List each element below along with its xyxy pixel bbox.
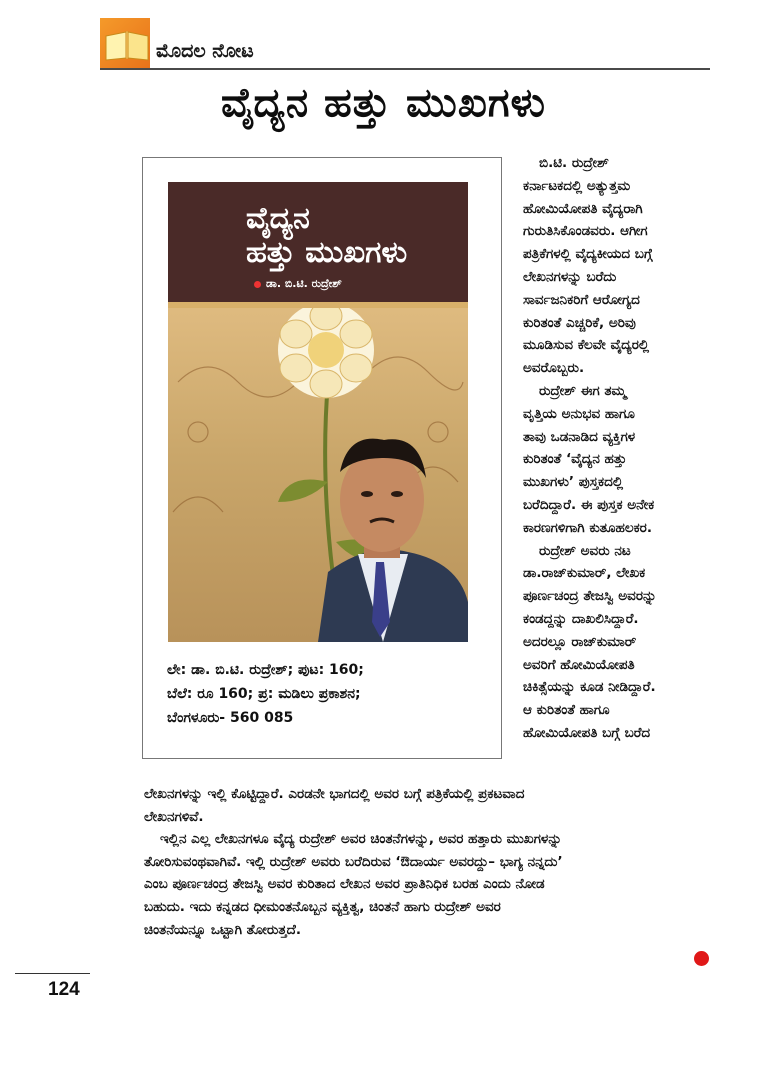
paragraph-line: ಕರ್ನಾಟಕದಲ್ಲಿ ಅತ್ಯುತ್ತಮ bbox=[523, 177, 631, 194]
paragraph-line: ಆ ಕುರಿತಂತೆ ಹಾಗೂ bbox=[523, 702, 610, 719]
paragraph-line: ಸಾರ್ವಜನಿಕರಿಗೆ ಆರೋಗ್ಯದ bbox=[523, 291, 640, 308]
cover-title-line2: ಹತ್ತು ಮುಖಗಳು bbox=[246, 235, 408, 270]
caption-line: ಲೇ: ಡಾ. ಬಿ.ಟಿ. ರುದ್ರೇಶ್; ಪುಟ: 160; bbox=[167, 662, 364, 678]
paragraph-line: ಮುಖಗಳು’ ಪುಸ್ತಕದಲ್ಲಿ bbox=[523, 474, 624, 491]
paragraph-line: ಅವರಿಗೆ ಹೋಮಿಯೋಪತಿ bbox=[523, 656, 635, 673]
end-marker-dot bbox=[694, 951, 709, 966]
footer-rule bbox=[15, 973, 90, 974]
paragraph-line: ಬಹುದು. ಇದು ಕನ್ನಡದ ಧೀಮಂತನೊಬ್ಬನ ವ್ಯಕ್ತಿತ್ವ, ಚಿಂತನೆ ಹಾಗು ರುದ್ರೇಶ್ ಅವರ bbox=[144, 898, 501, 915]
paragraph-line: ಬರೆದಿದ್ದಾರೆ. ಈ ಪುಸ್ತಕ ಅನೇಕ bbox=[523, 496, 655, 513]
page-number: 124 bbox=[48, 979, 80, 1000]
paragraph-line: ಹೋಮಿಯೋಪತಿ ಬಗ್ಗೆ ಬರೆದ bbox=[523, 724, 651, 741]
paragraph-line: ಲೇಖನಗಳನ್ನು ಬರೆದು bbox=[523, 268, 617, 285]
paragraph-line: ಕಂಡದ್ದನ್ನು ದಾಖಲಿಸಿದ್ದಾರೆ. bbox=[523, 610, 639, 627]
cover-author-bullet bbox=[254, 281, 261, 288]
cover-author: ಡಾ. ಬಿ.ಟಿ. ರುದ್ರೇಶ್ bbox=[266, 277, 342, 290]
paragraph-line: ತೋರಿಸುವಂಥವಾಗಿವೆ. ಇಲ್ಲಿ ರುದ್ರೇಶ್ ಅವರು ಬರೆದಿರುವ ‘ಔದಾರ್ಯ ಅವರದ್ದು– ಭಾಗ್ಯ ನನ್ನದು’ bbox=[144, 853, 563, 870]
paragraph-line: ಇಲ್ಲಿನ ಎಲ್ಲ ಲೇಖನಗಳೂ ವೈದ್ಯ ರುದ್ರೇಶ್ ಅವರ ಚಿಂತನೆಗಳನ್ನು, ಅವರ ಹತ್ತಾರು ಮುಖಗಳನ್ನು bbox=[160, 831, 562, 848]
paragraph-line: ಲೇಖನಗಳಿವೆ. bbox=[144, 808, 204, 825]
body-text bbox=[144, 783, 714, 941]
paragraph-line: ಡಾ.ರಾಜ್‌ಕುಮಾರ್, ಲೇಖಕ bbox=[523, 565, 646, 582]
cover-title-line1: ವೈದ್ಯನ bbox=[246, 201, 310, 236]
section-label: ಮೊದಲ ನೋಟ bbox=[156, 40, 254, 62]
paragraph-line: ಮೂಡಿಸುವ ಕೆಲವೇ ವೈದ್ಯರಲ್ಲಿ bbox=[523, 337, 650, 354]
caption-line: ಬೆಂಗಳೂರು- 560 085 bbox=[167, 710, 294, 726]
paragraph-line: ಲೇಖನಗಳನ್ನು ಇಲ್ಲಿ ಕೊಟ್ಟಿದ್ದಾರೆ. ಎರಡನೇ ಭಾಗದಲ್ಲಿ ಅವರ ಬಗ್ಗೆ ಪತ್ರಿಕೆಯಲ್ಲಿ ಪ್ರಕಟವಾದ bbox=[144, 786, 525, 802]
paragraph-line: ತಾವು ಒಡನಾಡಿದ ವ್ಯಕ್ತಿಗಳ bbox=[523, 428, 636, 445]
right-column-text bbox=[523, 152, 713, 745]
paragraph-line: ಪೂರ್ಣಚಂದ್ರ ತೇಜಸ್ವಿ ಅವರನ್ನು bbox=[523, 588, 657, 605]
caption-line: ಬೆಲೆ: ರೂ 160; ಪ್ರ: ಮಡಿಲು ಪ್ರಕಾಶನ; bbox=[167, 686, 361, 702]
paragraph-line: ಚಿಕಿತ್ಸೆಯನ್ನು ಕೂಡ ನೀಡಿದ್ದಾರೆ. bbox=[523, 679, 656, 696]
cover-stripe bbox=[168, 302, 468, 308]
article-title: ವೈದ್ಯನ ಹತ್ತು ಮುಖಗಳು bbox=[221, 80, 546, 126]
book-caption bbox=[167, 658, 487, 730]
paragraph-line: ಅವರೊಬ್ಬರು. bbox=[523, 360, 585, 377]
paragraph-line: ರುದ್ರೇಶ್ ಅವರು ನಟ bbox=[539, 542, 631, 559]
paragraph-line: ಎಂಬ ಪೂರ್ಣಚಂದ್ರ ತೇಜಸ್ವಿ ಅವರ ಕುರಿತಾದ ಲೇಖನ ಅವರ ಪ್ರಾತಿನಿಧಿಕ ಬರಹ ಎಂದು ನೋಡ bbox=[144, 876, 545, 893]
paragraph-line: ವೃತ್ತಿಯ ಅನುಭವ ಹಾಗೂ bbox=[523, 405, 635, 422]
paragraph-line: ಚಿಂತನೆಯನ್ನೂ ಒಟ್ಟಾಗಿ ತೋರುತ್ತದೆ. bbox=[144, 921, 301, 938]
paragraph-line: ಹೋಮಿಯೋಪತಿ ವೈದ್ಯರಾಗಿ bbox=[523, 200, 643, 217]
paragraph-line: ಅದರಲ್ಲೂ ರಾಜ್‌ಕುಮಾರ್ bbox=[523, 633, 637, 650]
header-rule bbox=[100, 68, 710, 70]
paragraph-line: ಕುರಿತಂತೆ ಎಚ್ಚರಿಕೆ, ಅರಿವು bbox=[523, 314, 636, 331]
paragraph-line: ಕುರಿತಂತೆ ‘ವೈದ್ಯನ ಹತ್ತು bbox=[523, 451, 627, 468]
paragraph-line: ಬಿ.ಟಿ. ರುದ್ರೇಶ್ bbox=[539, 155, 609, 171]
cover-title bbox=[246, 202, 456, 270]
section-header bbox=[100, 18, 710, 70]
paragraph-line: ಗುರುತಿಸಿಕೊಂಡವರು. ಆಗೀಗ bbox=[523, 223, 648, 240]
paragraph-line: ಪತ್ರಿಕೆಗಳಲ್ಲಿ ವೈದ್ಯಕೀಯದ ಬಗ್ಗೆ bbox=[523, 246, 653, 263]
book-cover-image bbox=[168, 182, 468, 642]
open-book-icon bbox=[100, 18, 150, 68]
book-figure bbox=[142, 157, 502, 759]
paragraph-line: ಕಾರಣಗಳಿಗಾಗಿ ಕುತೂಹಲಕರ. bbox=[523, 519, 652, 536]
paragraph-line: ರುದ್ರೇಶ್ ಈಗ ತಮ್ಮ bbox=[539, 382, 627, 399]
